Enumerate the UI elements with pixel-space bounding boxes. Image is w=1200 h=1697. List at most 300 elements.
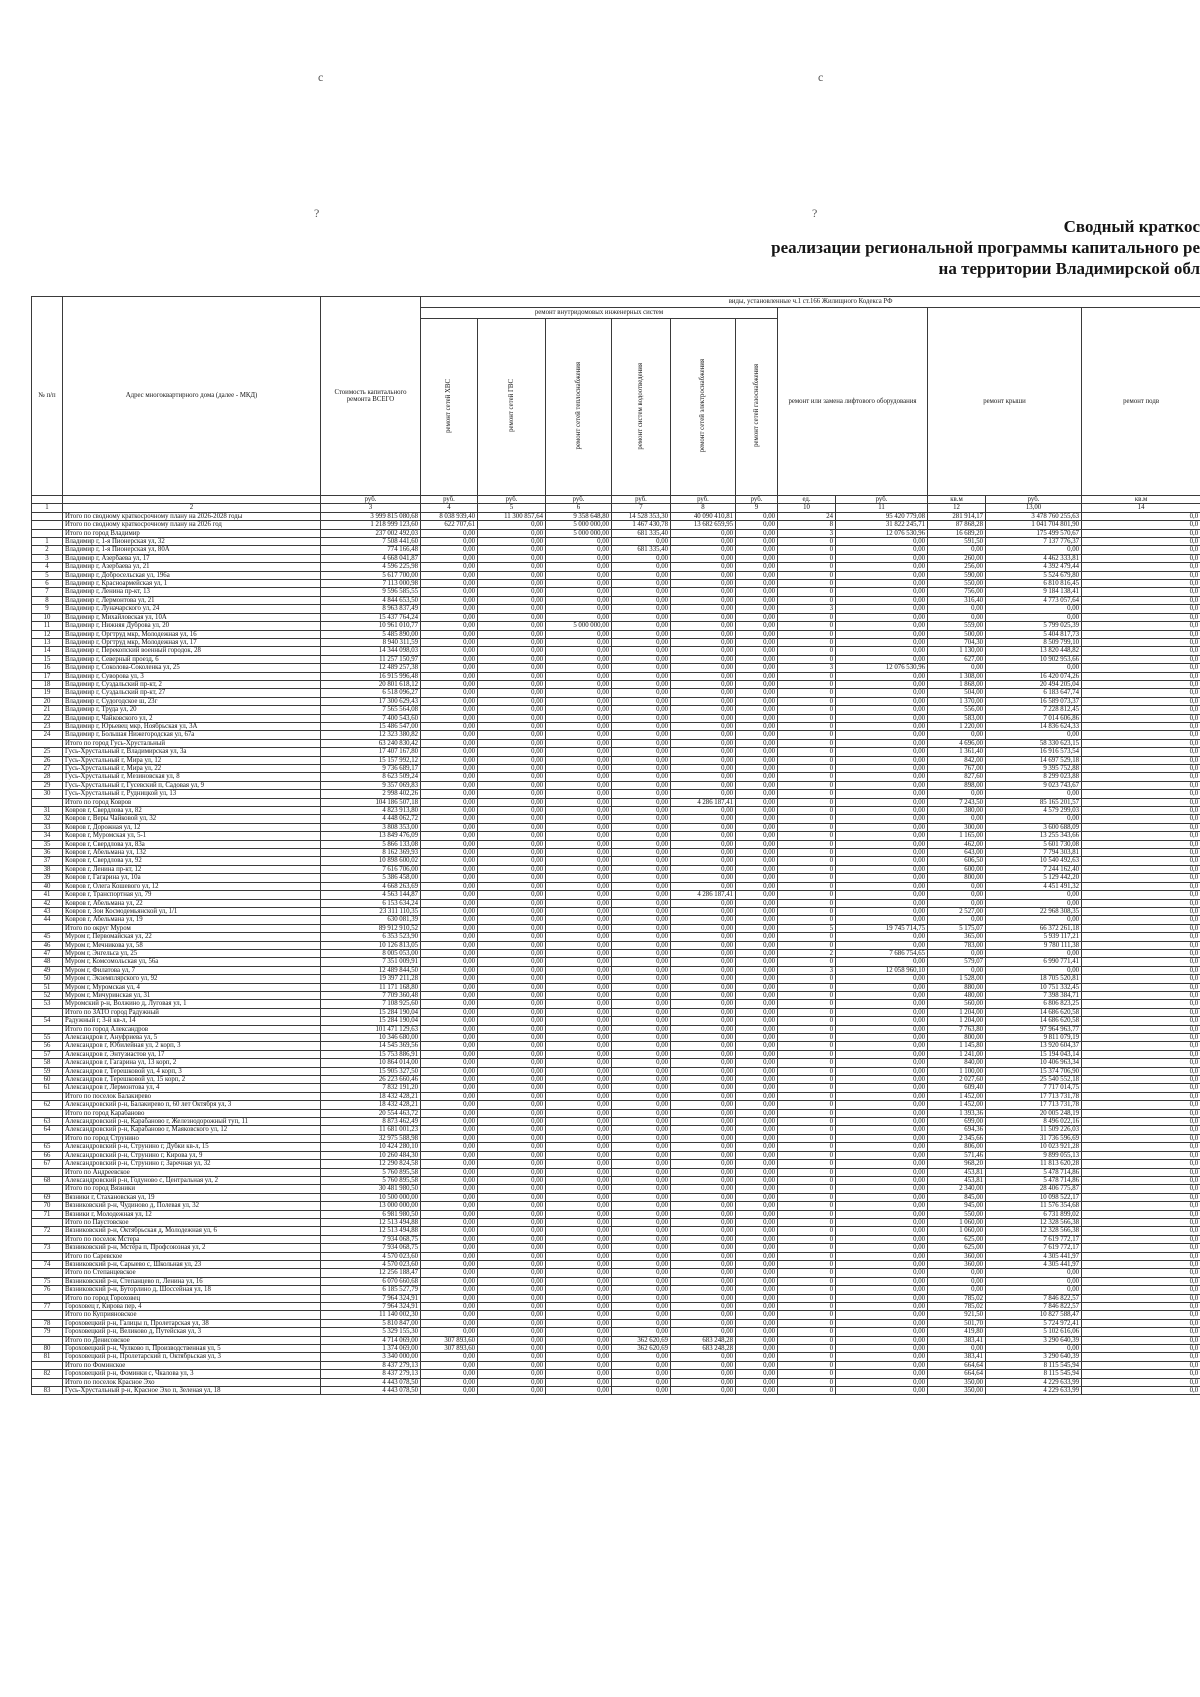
basement-area: 0,0 bbox=[1082, 907, 1200, 915]
table-row bbox=[32, 638, 1200, 646]
cost-total: 7 400 543,60 bbox=[321, 714, 421, 722]
lift-count: 0 bbox=[778, 748, 836, 756]
roof-cost: 0,00 bbox=[986, 613, 1082, 621]
gas-value: 0,00 bbox=[736, 1076, 778, 1084]
gvs-value: 0,00 bbox=[478, 680, 546, 688]
cost-total: 18 432 428,21 bbox=[321, 1092, 421, 1100]
electro-value: 0,00 bbox=[671, 1067, 736, 1075]
heat-value: 0,00 bbox=[546, 546, 612, 554]
roof-cost: 0,00 bbox=[986, 916, 1082, 924]
cost-total: 7 709 360,48 bbox=[321, 991, 421, 999]
lift-cost: 0,00 bbox=[836, 1025, 928, 1033]
roof-cost: 7 619 772,17 bbox=[986, 1244, 1082, 1252]
heat-value: 0,00 bbox=[546, 1252, 612, 1260]
basement-area: 0,0 bbox=[1082, 865, 1200, 873]
heat-value: 0,00 bbox=[546, 1109, 612, 1117]
roof-cost: 7 619 772,17 bbox=[986, 1235, 1082, 1243]
scan-speck: ? bbox=[314, 206, 320, 220]
roof-cost: 1 041 704 801,90 bbox=[986, 521, 1082, 529]
heat-value: 0,00 bbox=[546, 1277, 612, 1285]
cost-total: 7 934 068,75 bbox=[321, 1244, 421, 1252]
title-line-1: Сводный краткос bbox=[1063, 217, 1200, 236]
subtotal-row bbox=[32, 1185, 1200, 1193]
heat-value: 0,00 bbox=[546, 882, 612, 890]
row-number: 37 bbox=[32, 857, 63, 865]
cost-total: 15 284 190,04 bbox=[321, 1017, 421, 1025]
cost-total: 13 000 000,00 bbox=[321, 1202, 421, 1210]
gvs-value: 0,00 bbox=[478, 538, 546, 546]
table-row bbox=[32, 916, 1200, 924]
electro-value: 0,00 bbox=[671, 630, 736, 638]
lift-cost: 0,00 bbox=[836, 680, 928, 688]
roof-cost: 5 129 442,20 bbox=[986, 874, 1082, 882]
heat-value: 0,00 bbox=[546, 773, 612, 781]
table-row bbox=[32, 1059, 1200, 1067]
sewer-value: 681 335,40 bbox=[612, 529, 671, 537]
cost-total: 774 166,48 bbox=[321, 546, 421, 554]
gas-value: 0,00 bbox=[736, 1118, 778, 1126]
cost-total: 8 963 837,49 bbox=[321, 605, 421, 613]
roof-area: 785,02 bbox=[928, 1294, 986, 1302]
heat-value: 0,00 bbox=[546, 1227, 612, 1235]
gas-value: 0,00 bbox=[736, 1008, 778, 1016]
gvs-value: 0,00 bbox=[478, 706, 546, 714]
sewer-value: 0,00 bbox=[612, 571, 671, 579]
gas-value: 0,00 bbox=[736, 1345, 778, 1353]
cost-total: 4 823 913,80 bbox=[321, 807, 421, 815]
gvs-value: 0,00 bbox=[478, 1092, 546, 1100]
hvs-value: 0,00 bbox=[421, 1252, 478, 1260]
electro-value: 0,00 bbox=[671, 1269, 736, 1277]
lift-count: 0 bbox=[778, 899, 836, 907]
lift-cost: 0,00 bbox=[836, 1202, 928, 1210]
roof-area: 1 452,00 bbox=[928, 1092, 986, 1100]
table-row bbox=[32, 1202, 1200, 1210]
hvs-value: 0,00 bbox=[421, 907, 478, 915]
basement-area: 0,0 bbox=[1082, 529, 1200, 537]
basement-area: 0,0 bbox=[1082, 1319, 1200, 1327]
cost-total: 15 284 190,04 bbox=[321, 1008, 421, 1016]
gvs-value: 0,00 bbox=[478, 1143, 546, 1151]
gas-value: 0,00 bbox=[736, 882, 778, 890]
row-number bbox=[32, 798, 63, 806]
row-address: Владимир г, Нижняя Дуброва ул, 20 bbox=[63, 622, 321, 630]
gvs-value: 0,00 bbox=[478, 588, 546, 596]
lift-cost: 0,00 bbox=[836, 941, 928, 949]
lift-count: 24 bbox=[778, 512, 836, 520]
roof-cost: 6 990 771,41 bbox=[986, 958, 1082, 966]
gas-value: 0,00 bbox=[736, 605, 778, 613]
gas-value: 0,00 bbox=[736, 1042, 778, 1050]
gvs-value: 0,00 bbox=[478, 722, 546, 730]
unit-cell: руб. bbox=[671, 496, 736, 504]
table-row bbox=[32, 1387, 1200, 1395]
row-number bbox=[32, 512, 63, 520]
row-address: Муром г, Энгельса ул, 25 bbox=[63, 949, 321, 957]
gas-value: 0,00 bbox=[736, 1353, 778, 1361]
gas-value: 0,00 bbox=[736, 1370, 778, 1378]
heat-value: 0,00 bbox=[546, 1059, 612, 1067]
roof-area: 550,00 bbox=[928, 580, 986, 588]
hvs-value: 0,00 bbox=[421, 1118, 478, 1126]
roof-area: 1 165,00 bbox=[928, 832, 986, 840]
subtotal-row bbox=[32, 1168, 1200, 1176]
heat-value: 0,00 bbox=[546, 949, 612, 957]
electro-value: 0,00 bbox=[671, 647, 736, 655]
heat-value: 0,00 bbox=[546, 832, 612, 840]
sewer-value: 0,00 bbox=[612, 1185, 671, 1193]
electro-value: 0,00 bbox=[671, 1034, 736, 1042]
basement-area: 0,0 bbox=[1082, 748, 1200, 756]
heat-value: 0,00 bbox=[546, 1092, 612, 1100]
heat-value: 0,00 bbox=[546, 739, 612, 747]
sewer-value: 0,00 bbox=[612, 849, 671, 857]
hvs-value: 0,00 bbox=[421, 1235, 478, 1243]
row-address: Владимир г, Чайковского ул, 2 bbox=[63, 714, 321, 722]
lift-cost: 0,00 bbox=[836, 798, 928, 806]
row-number: 58 bbox=[32, 1059, 63, 1067]
roof-area: 0,00 bbox=[928, 605, 986, 613]
hvs-value: 0,00 bbox=[421, 1370, 478, 1378]
cost-total: 10 500 000,00 bbox=[321, 1193, 421, 1201]
gas-value: 0,00 bbox=[736, 1176, 778, 1184]
cost-total: 9 596 585,55 bbox=[321, 588, 421, 596]
heat-value: 0,00 bbox=[546, 1034, 612, 1042]
sewer-value: 0,00 bbox=[612, 1017, 671, 1025]
lift-cost: 0,00 bbox=[836, 1101, 928, 1109]
header-lift: ремонт или замена лифтового оборудования bbox=[778, 308, 928, 496]
sewer-value: 0,00 bbox=[612, 1092, 671, 1100]
roof-cost: 3 290 640,39 bbox=[986, 1336, 1082, 1344]
electro-value: 0,00 bbox=[671, 680, 736, 688]
electro-value: 40 090 410,81 bbox=[671, 512, 736, 520]
electro-value: 0,00 bbox=[671, 966, 736, 974]
lift-cost: 0,00 bbox=[836, 722, 928, 730]
electro-value: 0,00 bbox=[671, 1294, 736, 1302]
row-address: Вязниковский р-н, Степанцево п, Ленина ул, 16 bbox=[63, 1277, 321, 1285]
table-row bbox=[32, 1143, 1200, 1151]
gvs-value: 0,00 bbox=[478, 521, 546, 529]
lift-cost: 0,00 bbox=[836, 1034, 928, 1042]
electro-value: 0,00 bbox=[671, 672, 736, 680]
electro-value: 0,00 bbox=[671, 613, 736, 621]
gvs-value: 0,00 bbox=[478, 689, 546, 697]
gas-value: 0,00 bbox=[736, 991, 778, 999]
roof-area: 1 393,36 bbox=[928, 1109, 986, 1117]
table-row bbox=[32, 588, 1200, 596]
roof-cost: 5 524 679,80 bbox=[986, 571, 1082, 579]
lift-cost: 0,00 bbox=[836, 832, 928, 840]
gvs-value: 0,00 bbox=[478, 1235, 546, 1243]
gvs-value: 0,00 bbox=[478, 529, 546, 537]
row-address: Ковров г, Ленина пр-кт, 12 bbox=[63, 865, 321, 873]
roof-area: 2 340,00 bbox=[928, 1185, 986, 1193]
row-address: Муром г, Комсомольская ул, 56а bbox=[63, 958, 321, 966]
hvs-value: 0,00 bbox=[421, 1277, 478, 1285]
roof-area: 0,00 bbox=[928, 966, 986, 974]
row-address: Ковров г, Абельмана ул, 22 bbox=[63, 899, 321, 907]
cost-total: 6 070 660,68 bbox=[321, 1277, 421, 1285]
row-number: 60 bbox=[32, 1076, 63, 1084]
cost-total: 7 832 191,20 bbox=[321, 1084, 421, 1092]
hvs-value: 0,00 bbox=[421, 857, 478, 865]
heat-value: 5 000 000,00 bbox=[546, 529, 612, 537]
row-number: 75 bbox=[32, 1277, 63, 1285]
row-number: 78 bbox=[32, 1319, 63, 1327]
table-row bbox=[32, 1260, 1200, 1268]
sewer-value: 0,00 bbox=[612, 807, 671, 815]
roof-cost: 22 968 308,35 bbox=[986, 907, 1082, 915]
gas-value: 0,00 bbox=[736, 790, 778, 798]
gas-value: 0,00 bbox=[736, 1109, 778, 1117]
electro-value: 0,00 bbox=[671, 1202, 736, 1210]
electro-value: 0,00 bbox=[671, 1109, 736, 1117]
row-number: 10 bbox=[32, 613, 63, 621]
cost-total: 4 570 023,60 bbox=[321, 1260, 421, 1268]
row-number: 74 bbox=[32, 1260, 63, 1268]
row-address: Гусь-Хрустальный г, Мезиновская ул, 8 bbox=[63, 773, 321, 781]
gvs-value: 0,00 bbox=[478, 571, 546, 579]
gas-value: 0,00 bbox=[736, 874, 778, 882]
sewer-value: 0,00 bbox=[612, 697, 671, 705]
electro-value: 0,00 bbox=[671, 605, 736, 613]
gvs-value: 0,00 bbox=[478, 1227, 546, 1235]
gas-value: 0,00 bbox=[736, 613, 778, 621]
row-address: Владимир г, Красноармейская ул, 1 bbox=[63, 580, 321, 588]
basement-area: 0,0 bbox=[1082, 731, 1200, 739]
electro-value: 0,00 bbox=[671, 1084, 736, 1092]
lift-cost: 31 822 245,71 bbox=[836, 521, 928, 529]
lift-count: 0 bbox=[778, 1252, 836, 1260]
roof-cost: 14 836 624,33 bbox=[986, 722, 1082, 730]
roof-cost: 16 916 573,54 bbox=[986, 748, 1082, 756]
roof-cost: 13 255 343,66 bbox=[986, 832, 1082, 840]
row-number: 41 bbox=[32, 891, 63, 899]
table-row bbox=[32, 983, 1200, 991]
cost-total: 10 346 680,00 bbox=[321, 1034, 421, 1042]
hvs-value: 0,00 bbox=[421, 781, 478, 789]
sewer-value: 0,00 bbox=[612, 966, 671, 974]
table-row bbox=[32, 1176, 1200, 1184]
sewer-value: 0,00 bbox=[612, 983, 671, 991]
heat-value: 0,00 bbox=[546, 722, 612, 730]
row-number: 34 bbox=[32, 832, 63, 840]
roof-area: 350,00 bbox=[928, 1378, 986, 1386]
electro-value: 0,00 bbox=[671, 1143, 736, 1151]
hvs-value: 0,00 bbox=[421, 1387, 478, 1395]
row-address: Вязниковский р-н, Чудиново д, Полевая ул, 32 bbox=[63, 1202, 321, 1210]
electro-value: 0,00 bbox=[671, 580, 736, 588]
lift-count: 0 bbox=[778, 538, 836, 546]
roof-area: 1 241,00 bbox=[928, 1050, 986, 1058]
heat-value: 0,00 bbox=[546, 538, 612, 546]
row-number: 51 bbox=[32, 983, 63, 991]
roof-cost: 4 305 441,97 bbox=[986, 1252, 1082, 1260]
header-gas bbox=[736, 319, 778, 496]
basement-area: 0,0 bbox=[1082, 991, 1200, 999]
lift-cost: 0,00 bbox=[836, 781, 928, 789]
roof-cost: 5 601 730,08 bbox=[986, 840, 1082, 848]
hvs-value: 0,00 bbox=[421, 655, 478, 663]
table-row bbox=[32, 1126, 1200, 1134]
header-num: № п/п bbox=[32, 297, 63, 496]
gas-value: 0,00 bbox=[736, 706, 778, 714]
roof-cost: 14 686 620,58 bbox=[986, 1017, 1082, 1025]
subtotal-row bbox=[32, 521, 1200, 529]
gas-value: 0,00 bbox=[736, 958, 778, 966]
gas-value: 0,00 bbox=[736, 823, 778, 831]
row-address: Итого по поселок Красное Эхо bbox=[63, 1378, 321, 1386]
gas-value: 0,00 bbox=[736, 697, 778, 705]
electro-value: 0,00 bbox=[671, 1378, 736, 1386]
gvs-value: 0,00 bbox=[478, 1252, 546, 1260]
heat-value: 0,00 bbox=[546, 605, 612, 613]
gvs-value: 0,00 bbox=[478, 899, 546, 907]
basement-area: 0,0 bbox=[1082, 1345, 1200, 1353]
row-number: 11 bbox=[32, 622, 63, 630]
roof-area: 845,00 bbox=[928, 1193, 986, 1201]
subtotal-row bbox=[32, 1269, 1200, 1277]
gas-value: 0,00 bbox=[736, 849, 778, 857]
roof-area: 827,60 bbox=[928, 773, 986, 781]
row-number bbox=[32, 1168, 63, 1176]
roof-area: 87 868,28 bbox=[928, 521, 986, 529]
lift-count: 3 bbox=[778, 529, 836, 537]
heat-value: 0,00 bbox=[546, 706, 612, 714]
row-address: Александровский р-н, Балакирево п, 60 лет Октября ул, 3 bbox=[63, 1101, 321, 1109]
hvs-value: 0,00 bbox=[421, 731, 478, 739]
row-number: 57 bbox=[32, 1050, 63, 1058]
cost-total: 11 681 001,23 bbox=[321, 1126, 421, 1134]
row-number: 46 bbox=[32, 941, 63, 949]
gas-value: 0,00 bbox=[736, 975, 778, 983]
gvs-value: 11 300 857,64 bbox=[478, 512, 546, 520]
heat-value: 0,00 bbox=[546, 588, 612, 596]
unit-cell: руб. bbox=[478, 496, 546, 504]
subtotal-row bbox=[32, 1361, 1200, 1369]
row-address: Гороховецкий р-н, Пролетарский п, Октябрьская ул, 3 bbox=[63, 1353, 321, 1361]
roof-cost: 8 509 799,10 bbox=[986, 638, 1082, 646]
row-address: Владимир г, Михайловская ул, 10А bbox=[63, 613, 321, 621]
sewer-value: 0,00 bbox=[612, 773, 671, 781]
electro-value: 0,00 bbox=[671, 790, 736, 798]
heat-value: 0,00 bbox=[546, 815, 612, 823]
table-row bbox=[32, 1084, 1200, 1092]
lift-cost: 0,00 bbox=[836, 899, 928, 907]
gas-value: 0,00 bbox=[736, 857, 778, 865]
roof-area: 550,00 bbox=[928, 1210, 986, 1218]
roof-cost: 6 806 823,25 bbox=[986, 1000, 1082, 1008]
row-address: Гусь-Хрустальный г, Рудницкой ул, 13 bbox=[63, 790, 321, 798]
lift-count: 0 bbox=[778, 1109, 836, 1117]
roof-area: 704,30 bbox=[928, 638, 986, 646]
gvs-value: 0,00 bbox=[478, 1193, 546, 1201]
table-row bbox=[32, 1042, 1200, 1050]
lift-count: 0 bbox=[778, 1319, 836, 1327]
row-number: 42 bbox=[32, 899, 63, 907]
subtotal-row bbox=[32, 1025, 1200, 1033]
gas-value: 0,00 bbox=[736, 1303, 778, 1311]
table-row bbox=[32, 958, 1200, 966]
row-address: Ковров г, Олега Кошевого ул, 12 bbox=[63, 882, 321, 890]
subtotal-row bbox=[32, 1109, 1200, 1117]
cost-total: 7 964 324,91 bbox=[321, 1303, 421, 1311]
basement-area: 0,0 bbox=[1082, 773, 1200, 781]
gas-value: 0,00 bbox=[736, 1193, 778, 1201]
electro-value: 0,00 bbox=[671, 1277, 736, 1285]
heat-value: 5 000 000,00 bbox=[546, 521, 612, 529]
gas-value: 0,00 bbox=[736, 773, 778, 781]
row-address: Владимир г, 1-я Пионерская ул, 80А bbox=[63, 546, 321, 554]
basement-area: 0,0 bbox=[1082, 1294, 1200, 1302]
sewer-value: 0,00 bbox=[612, 1353, 671, 1361]
cost-total: 12 489 844,50 bbox=[321, 966, 421, 974]
hvs-value: 0,00 bbox=[421, 958, 478, 966]
hvs-value: 0,00 bbox=[421, 773, 478, 781]
hvs-value: 0,00 bbox=[421, 1303, 478, 1311]
electro-value: 0,00 bbox=[671, 1000, 736, 1008]
lift-cost: 0,00 bbox=[836, 865, 928, 873]
basement-area: 0,0 bbox=[1082, 1017, 1200, 1025]
lift-count: 0 bbox=[778, 933, 836, 941]
roof-area: 281 914,17 bbox=[928, 512, 986, 520]
header-hvs bbox=[421, 319, 478, 496]
roof-area: 1 308,00 bbox=[928, 672, 986, 680]
electro-value: 0,00 bbox=[671, 1370, 736, 1378]
hvs-value: 0,00 bbox=[421, 697, 478, 705]
basement-area: 0,0 bbox=[1082, 1084, 1200, 1092]
gvs-value: 0,00 bbox=[478, 1260, 546, 1268]
colnum-cell: 10 bbox=[778, 504, 836, 512]
gvs-value: 0,00 bbox=[478, 1210, 546, 1218]
gvs-value: 0,00 bbox=[478, 941, 546, 949]
lift-count: 0 bbox=[778, 1387, 836, 1395]
table-row bbox=[32, 1017, 1200, 1025]
lift-count: 0 bbox=[778, 874, 836, 882]
electro-value: 0,00 bbox=[671, 1210, 736, 1218]
table-row bbox=[32, 554, 1200, 562]
cost-total: 4 714 069,00 bbox=[321, 1336, 421, 1344]
hvs-value: 0,00 bbox=[421, 865, 478, 873]
heat-value: 0,00 bbox=[546, 664, 612, 672]
gvs-value: 0,00 bbox=[478, 891, 546, 899]
row-number: 39 bbox=[32, 874, 63, 882]
sewer-value: 0,00 bbox=[612, 1176, 671, 1184]
gvs-value: 0,00 bbox=[478, 580, 546, 588]
sewer-value: 0,00 bbox=[612, 1303, 671, 1311]
gas-value: 0,00 bbox=[736, 933, 778, 941]
roof-cost: 0,00 bbox=[986, 1277, 1082, 1285]
lift-count: 0 bbox=[778, 916, 836, 924]
row-number: 2 bbox=[32, 546, 63, 554]
lift-cost: 0,00 bbox=[836, 1311, 928, 1319]
table-row bbox=[32, 781, 1200, 789]
sewer-value: 0,00 bbox=[612, 1328, 671, 1336]
gas-value: 0,00 bbox=[736, 1050, 778, 1058]
electro-value: 0,00 bbox=[671, 1218, 736, 1226]
heat-value: 0,00 bbox=[546, 731, 612, 739]
sewer-value: 681 335,40 bbox=[612, 546, 671, 554]
sewer-value: 0,00 bbox=[612, 907, 671, 915]
lift-cost: 0,00 bbox=[836, 1269, 928, 1277]
roof-area: 0,00 bbox=[928, 1286, 986, 1294]
roof-area: 1 452,00 bbox=[928, 1101, 986, 1109]
hvs-value: 0,00 bbox=[421, 899, 478, 907]
unit-cell: руб. bbox=[986, 496, 1082, 504]
header-roof: ремонт крыши bbox=[928, 308, 1082, 496]
gas-value: 0,00 bbox=[736, 756, 778, 764]
lift-count: 3 bbox=[778, 664, 836, 672]
